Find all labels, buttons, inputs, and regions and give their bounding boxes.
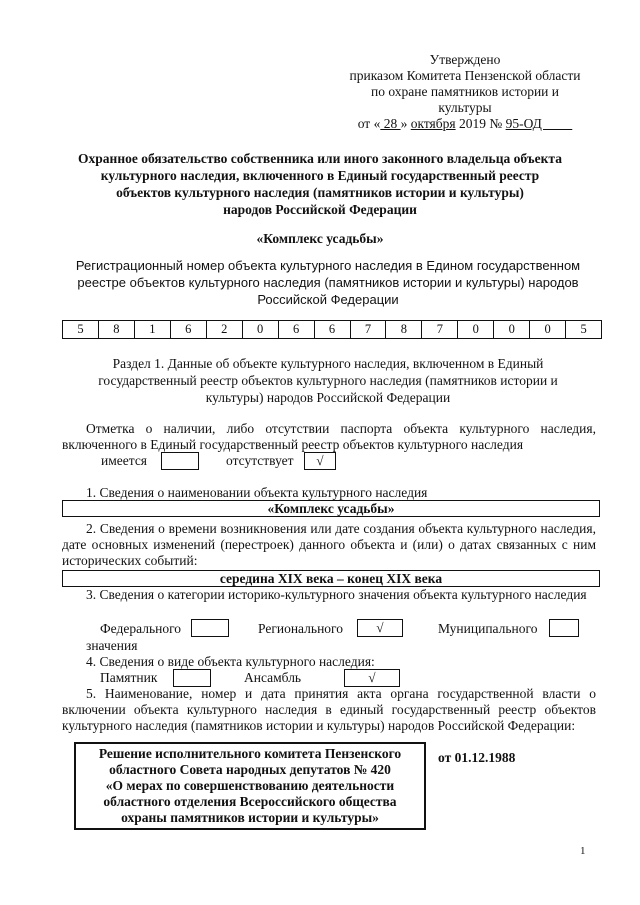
monument-label: Памятник [100,670,158,685]
reg-digit: 6 [279,321,315,338]
approval-line-2: приказом Комитета Пензенской области [349,68,581,83]
order-number: 95-ОД [505,116,573,131]
section-line-2: государственный реестр объектов культурного наследия (памятников истории и [98,373,558,388]
section-line-1: Раздел 1. Данные об объекте культурного наследия, включенном в Единый [112,356,544,371]
act-line-1: Решение исполнительного комитета Пензенского [98,746,402,761]
date-mid: » [400,116,411,131]
passport-has-checkbox[interactable] [161,452,199,470]
date-year-no: 2019 № [455,116,506,131]
document-title [70,150,570,218]
act-date: от 01.12.1988 [438,750,516,765]
reg-digit: 7 [422,321,458,338]
ensemble-label: Ансамбль [244,670,302,685]
reg-digit: 8 [99,321,135,338]
registration-note [68,257,588,308]
reg-digit: 8 [386,321,422,338]
reg-note-line-2: реестре объектов культурного наследия (памятников истории и культуры) народов [77,275,579,290]
title-line-4: народов Российской Федерации [223,202,417,217]
item-4-text: 4. Сведения о виде объекта культурного наследия: [86,654,375,669]
item-3-text: 3. Сведения о категории историко-культурного значения объекта культурного наследия [86,587,587,602]
item-5-text: 5. Наименование, номер и дата принятия акта органа государственной власти о включении объекта культурного наследия в единый государственный реестр объектов культурного наследия (памятников истории и культуры) народов Российской Федерации: [62,686,596,733]
date-day: 28 [380,116,401,131]
title-line-3: объектов культурного наследия (памятников истории и культуры) [116,185,524,200]
municipal-label: Муниципального [438,621,538,636]
section-1-heading [68,355,588,406]
reg-digit: 6 [171,321,207,338]
approval-line-1: Утверждено [429,52,501,67]
municipal-checkbox[interactable] [549,619,579,637]
regional-label: Регионального [258,621,343,636]
item-1-value: «Комплекс усадьбы» [62,500,600,517]
registration-number-grid [62,320,602,339]
date-month: октября [410,116,456,131]
approval-date [335,116,595,132]
reg-digit: 0 [530,321,566,338]
monument-checkbox[interactable] [173,669,211,687]
reg-digit: 0 [458,321,494,338]
reg-note-line-1: Регистрационный номер объекта культурного наследия в Едином государственном [75,258,581,273]
act-line-3: «О мерах по совершенствованию деятельности [105,778,395,793]
date-prefix: от « [357,116,381,131]
reg-digit: 1 [135,321,171,338]
reg-digit: 5 [580,322,587,336]
ensemble-checkbox[interactable]: √ [344,669,400,687]
approval-block [335,52,595,132]
federal-checkbox[interactable] [191,619,229,637]
passport-text: Отметка о наличии, либо отсутствии паспорта объекта культурного наследия, включенного в Единый государственный реестр объектов культурного наследия [62,421,596,452]
act-box [74,742,426,830]
reg-digit: 5 [63,321,99,338]
approval-line-3: по охране памятников истории и [370,84,560,99]
act-line-2: областного Совета народных депутатов № 420 [109,762,391,777]
passport-absent-checkbox[interactable]: √ [304,452,336,470]
reg-digit: 6 [315,321,351,338]
approval-line-4: культуры [438,100,492,115]
reg-digit: 7 [351,321,387,338]
act-line-4: областного отделения Всероссийского общества [103,794,397,809]
significance-suffix: значения [86,638,138,653]
item-2-value: середина XIX века – конец XIX века [62,570,600,587]
federal-label: Федерального [100,621,182,636]
reg-note-line-3: Российской Федерации [257,292,399,307]
passport-has-label: имеется [101,453,148,468]
regional-checkbox[interactable]: √ [357,619,403,637]
page-number: 1 [580,845,586,857]
item-2-text: 2. Сведения о времени возникновения или дате создания объекта культурного наследия, дате основных изменений (перестроек) данного объекта и (или) о датах связанных с ним исторических событий: [62,521,596,568]
title-line-1: Охранное обязательство собственника или иного законного владельца объекта [78,151,562,166]
title-line-2: культурного наследия, включенного в Единый государственный реестр [100,168,540,183]
reg-digit: 2 [207,321,243,338]
act-line-5: охраны памятников истории и культуры» [121,810,379,825]
passport-absent-label: отсутствует [226,453,294,468]
reg-digit: 0 [494,321,530,338]
section-line-3: культуры) народов Российской Федерации [205,390,451,405]
item-1-text: 1. Сведения о наименовании объекта культурного наследия [86,485,428,500]
reg-digit: 0 [243,321,279,338]
object-name: «Комплекс усадьбы» [256,231,384,246]
